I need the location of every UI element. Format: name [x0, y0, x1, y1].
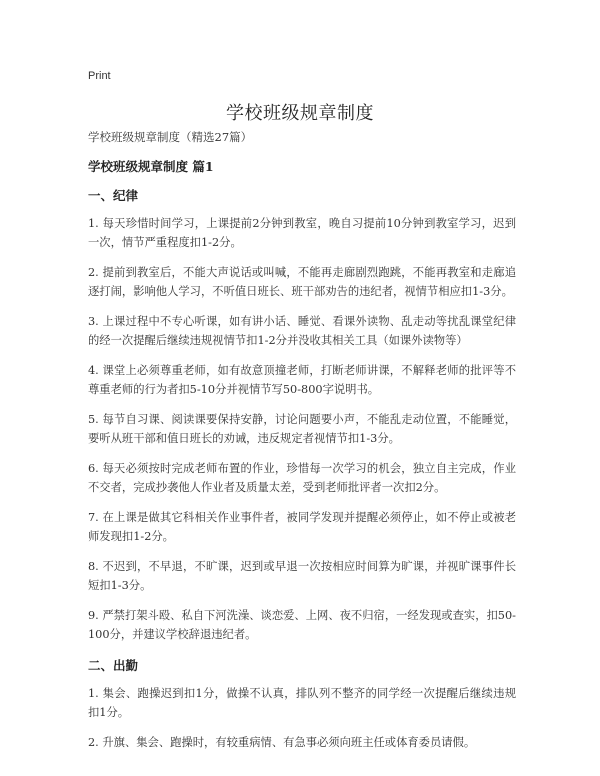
rule-paragraph: 7. 在上课是做其它科相关作业事件者，被同学发现并提醒必须停止，如不停止或被老师发现扣1-2分。	[88, 511, 516, 543]
rule-paragraph: 2. 升旗、集会、跑操时，有较重病情、有急事必须向班主任或体育委员请假。	[88, 736, 476, 749]
document-subtitle: 学校班级规章制度（精选27篇）	[88, 130, 253, 144]
article-heading: 学校班级规章制度 篇1	[88, 159, 214, 174]
section-heading: 二、出勤	[88, 658, 139, 673]
rule-paragraph: 5. 每节自习课、阅读课要保持安静，讨论问题要小声，不能乱走动位置，不能睡觉，要听从班干部和值日班长的劝诫，违反规定者视情节扣1-3分。	[88, 413, 516, 445]
rule-paragraph: 2. 提前到教室后，不能大声说话或叫喊，不能再走廊剧烈跑跳，不能再教室和走廊追逐打闹，影响他人学习，不听值日班长、班干部劝告的违纪者，视情节相应扣1-3分。	[88, 266, 516, 298]
section-heading: 一、纪律	[88, 188, 139, 203]
section-discipline	[88, 186, 516, 644]
rule-paragraph: 1. 集会、跑操迟到扣1分，做操不认真，排队列不整齐的同学经一次提醒后继续违规扣1分。	[88, 687, 516, 719]
rule-paragraph: 1. 每天珍惜时间学习，上课提前2分钟到教室，晚自习提前10分钟到教室学习，迟到一次，情节严重程度扣1-2分。	[88, 217, 516, 249]
rule-paragraph: 3. 上课过程中不专心听课，如有讲小话、睡觉、看课外读物、乱走动等扰乱课堂纪律的经一次提醒后继续违规视情节扣1-2分并没收其相关工具（如课外读物等）	[88, 315, 516, 347]
rule-paragraph: 4. 课堂上必须尊重老师，如有故意顶撞老师，打断老师讲课，不解释老师的批评等不尊重老师的行为者扣5-10分并视情节写50-800字说明书。	[88, 364, 516, 396]
rule-paragraph: 8. 不迟到，不早退，不旷课，迟到或早退一次按相应时间算为旷课，并视旷课事件长短扣1-3分。	[88, 560, 516, 592]
rule-paragraph: 9. 严禁打架斗殴、私自下河洗澡、谈恋爱、上网、夜不归宿，一经发现或查实，扣50-100分，并建议学校辞退违纪者。	[88, 609, 516, 641]
document-content	[88, 128, 516, 765]
section-attendance	[88, 656, 516, 753]
print-label: Print	[88, 70, 111, 82]
document-title: 学校班级规章制度	[226, 103, 374, 124]
rule-paragraph: 6. 每天必须按时完成老师布置的作业，珍惜每一次学习的机会，独立自主完成，作业不交者，完成抄袭他人作业者及质量太差，受到老师批评者一次扣2分。	[88, 462, 516, 494]
